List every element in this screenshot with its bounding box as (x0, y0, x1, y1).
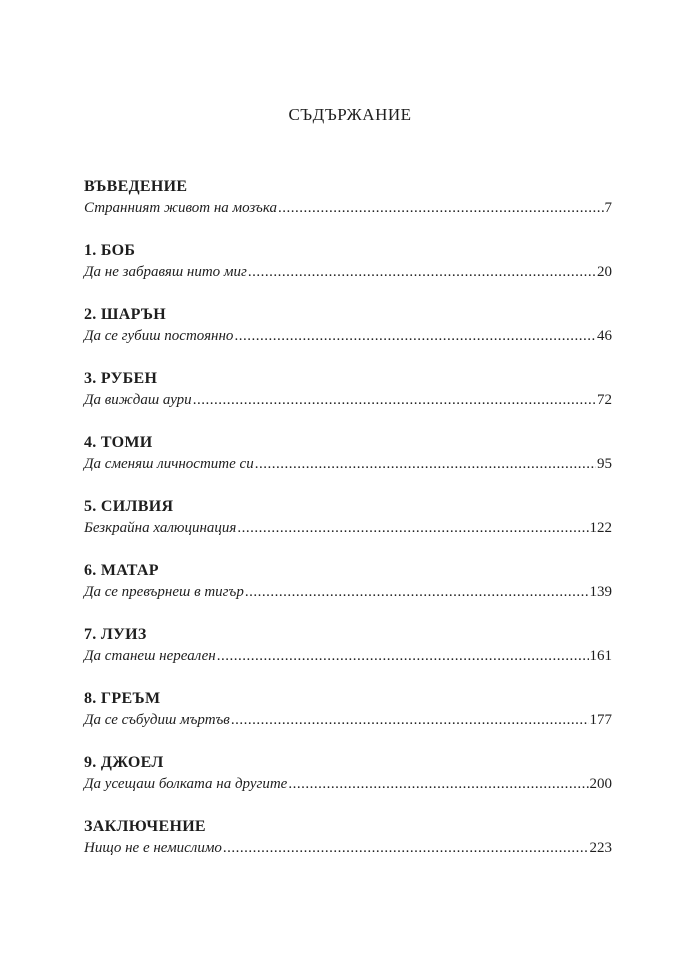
entry-subtitle: Да се губиш постоянно (84, 328, 234, 344)
toc-list (84, 176, 612, 880)
dot-leader (193, 390, 596, 410)
entry-heading: ЗАКЛЮЧЕНИЕ (84, 818, 206, 835)
entry-heading: 5. СИЛВИЯ (84, 498, 174, 515)
entry-heading: 3. РУБЕН (84, 370, 158, 387)
dot-leader (245, 582, 589, 602)
entry-heading: 8. ГРЕЪМ (84, 690, 161, 707)
dot-leader (223, 838, 589, 858)
toc-title: СЪДЪРЖАНИЕ (288, 105, 412, 124)
entry-page-number: 139 (589, 584, 612, 600)
entry-subtitle: Нищо не е немислимо (84, 840, 222, 856)
toc-entry-chapter-1 (84, 240, 612, 304)
entry-heading: 6. МАТАР (84, 562, 159, 579)
dot-leader (237, 518, 588, 538)
entry-line (84, 198, 612, 218)
entry-subtitle: Да не забравяш нито миг (84, 264, 247, 280)
entry-line (84, 390, 612, 410)
entry-subtitle: Безкрайна халюцинация (84, 520, 237, 536)
entry-subtitle: Да станеш нереален (84, 648, 216, 664)
entry-page-number: 177 (589, 712, 612, 728)
entry-subtitle: Да се събудиш мъртъв (84, 712, 230, 728)
entry-page-number: 20 (597, 264, 612, 280)
entry-page-number: 72 (597, 392, 612, 408)
toc-entry-introduction (84, 176, 612, 240)
toc-entry-chapter-8 (84, 688, 612, 752)
dot-leader (231, 710, 589, 730)
toc-entry-conclusion (84, 816, 612, 880)
entry-subtitle: Да сменяш личностите си (84, 456, 254, 472)
toc-entry-chapter-9 (84, 752, 612, 816)
entry-line (84, 838, 612, 858)
entry-subtitle: Странният живот на мозъка (84, 200, 277, 216)
entry-heading: ВЪВЕДЕНИЕ (84, 178, 188, 195)
entry-heading: 9. ДЖОЕЛ (84, 754, 164, 771)
entry-subtitle: Да усещаш болката на другите (84, 776, 288, 792)
dot-leader (248, 262, 596, 282)
entry-page-number: 161 (589, 648, 612, 664)
entry-page-number: 46 (597, 328, 612, 344)
entry-line (84, 518, 612, 538)
toc-entry-chapter-3 (84, 368, 612, 432)
entry-heading: 4. ТОМИ (84, 434, 153, 451)
dot-leader (278, 198, 604, 218)
entry-page-number: 122 (589, 520, 612, 536)
toc-entry-chapter-6 (84, 560, 612, 624)
entry-page-number: 95 (597, 456, 612, 472)
entry-page-number: 223 (589, 840, 612, 856)
dot-leader (217, 646, 589, 666)
entry-line (84, 582, 612, 602)
entry-heading: 1. БОБ (84, 242, 136, 259)
entry-heading: 2. ШАРЪН (84, 306, 166, 323)
entry-line (84, 646, 612, 666)
entry-line (84, 326, 612, 346)
entry-heading: 7. ЛУИЗ (84, 626, 147, 643)
entry-line (84, 710, 612, 730)
dot-leader (234, 326, 596, 346)
entry-page-number: 7 (604, 200, 612, 216)
toc-entry-chapter-2 (84, 304, 612, 368)
dot-leader (288, 774, 588, 794)
entry-subtitle: Да виждаш аури (84, 392, 192, 408)
entry-line (84, 262, 612, 282)
toc-entry-chapter-5 (84, 496, 612, 560)
entry-line (84, 454, 612, 474)
toc-entry-chapter-7 (84, 624, 612, 688)
entry-line (84, 774, 612, 794)
dot-leader (255, 454, 596, 474)
toc-entry-chapter-4 (84, 432, 612, 496)
entry-page-number: 200 (589, 776, 612, 792)
entry-subtitle: Да се превърнеш в тигър (84, 584, 244, 600)
